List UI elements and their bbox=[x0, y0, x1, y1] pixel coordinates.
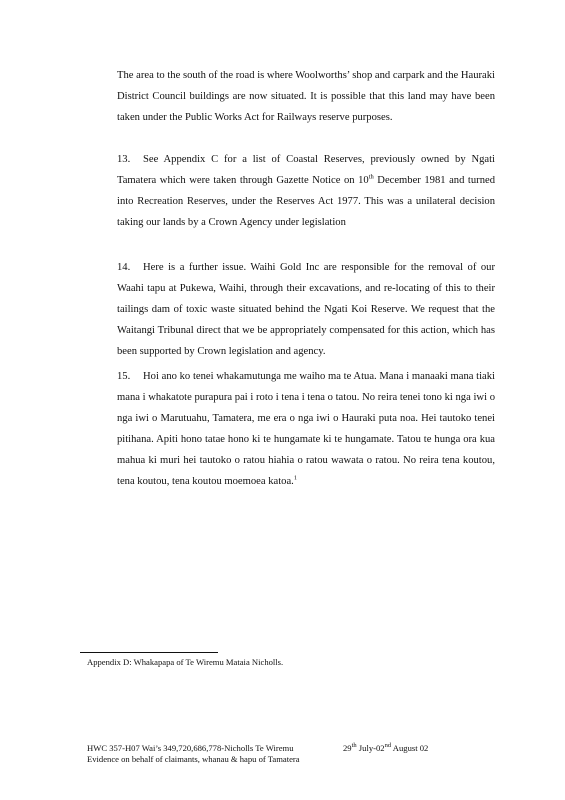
footnote-text: Appendix D: Whakapapa of Te Wiremu Mataia Nicholls. bbox=[87, 657, 284, 667]
footer-description: Evidence on behalf of claimants, whanau & hapu of Tamatera bbox=[87, 754, 300, 764]
paragraph-13-number: 13. bbox=[117, 154, 131, 165]
footnote-reference[interactable]: 1 bbox=[293, 474, 298, 482]
paragraph-intro bbox=[117, 65, 495, 128]
paragraph-13 bbox=[117, 149, 495, 233]
footer-date-middle: July-02 bbox=[356, 743, 385, 753]
paragraph-13-text-post: December 1981 and turned into Recreation Reserves, under the Reserves Act 1977. This was a unilateral decision taking our lands by a Crown Agency under legislation bbox=[117, 175, 495, 228]
paragraph-intro-text: The area to the south of the road is where Woolworths’ shop and carpark and the Hauraki District Council buildings are now situated. It is possible that this land may have been taken under the Public Works Act for Railways reserve purposes. bbox=[117, 70, 495, 123]
paragraph-15-text: Hoi ano ko tenei whakamutunga me waiho ma te Atua. Mana i manaaki mana tiaki mana i whakatote purapura pai i roto i tena i tena o tatou. No reira tenei tono ki nga iwi o nga iwi o Marutuahu, Tamatera, me era o nga iwi o Hauraki puta noa. Hei tautoko tenei pitihana. Apiti hono tatae hono ki te hungamate ki te hungamate. Tatou te hunga ora kua mahua ki muri hei tautoko o ratou hiahia o ratou wawata o ratou. No reira tena koutou, tena koutou, tena koutou moemoea katoa. bbox=[117, 371, 495, 487]
footer-reference: HWC 357-H07 Wai’s 349,720,686,778-Nicholls Te Wiremu bbox=[87, 743, 294, 753]
footer-date-end: August 02 bbox=[391, 743, 429, 753]
footer-date-second-suffix: nd bbox=[384, 742, 392, 750]
footnote-separator bbox=[80, 652, 218, 653]
paragraph-13-text-pre: See Appendix C for a list of Coastal Reserves, previously owned by Ngati Tamatera which were taken through Gazette Notice on 10 bbox=[117, 154, 495, 186]
paragraph-15 bbox=[117, 366, 495, 492]
footer-date-day: 29 bbox=[343, 743, 352, 753]
paragraph-15-number: 15. bbox=[117, 371, 131, 382]
paragraph-14 bbox=[117, 257, 495, 362]
page-footer bbox=[87, 743, 487, 765]
footnote bbox=[87, 657, 283, 668]
footer-date-day-suffix: th bbox=[351, 742, 357, 750]
paragraph-14-number: 14. bbox=[117, 262, 131, 273]
paragraph-13-superscript: th bbox=[368, 173, 374, 181]
paragraph-14-text: Here is a further issue. Waihi Gold Inc are responsible for the removal of our Waahi tapu at Pukewa, Waihi, through their excavations, and re-locating of this to their tailings dam of toxic waste situated behind the Ngati Koi Reserve. We request that the Waitangi Tribunal direct that we be appropriately compensated for this action, which has been supported by Crown legislation and agency. bbox=[117, 262, 495, 357]
footer-date bbox=[343, 743, 428, 754]
